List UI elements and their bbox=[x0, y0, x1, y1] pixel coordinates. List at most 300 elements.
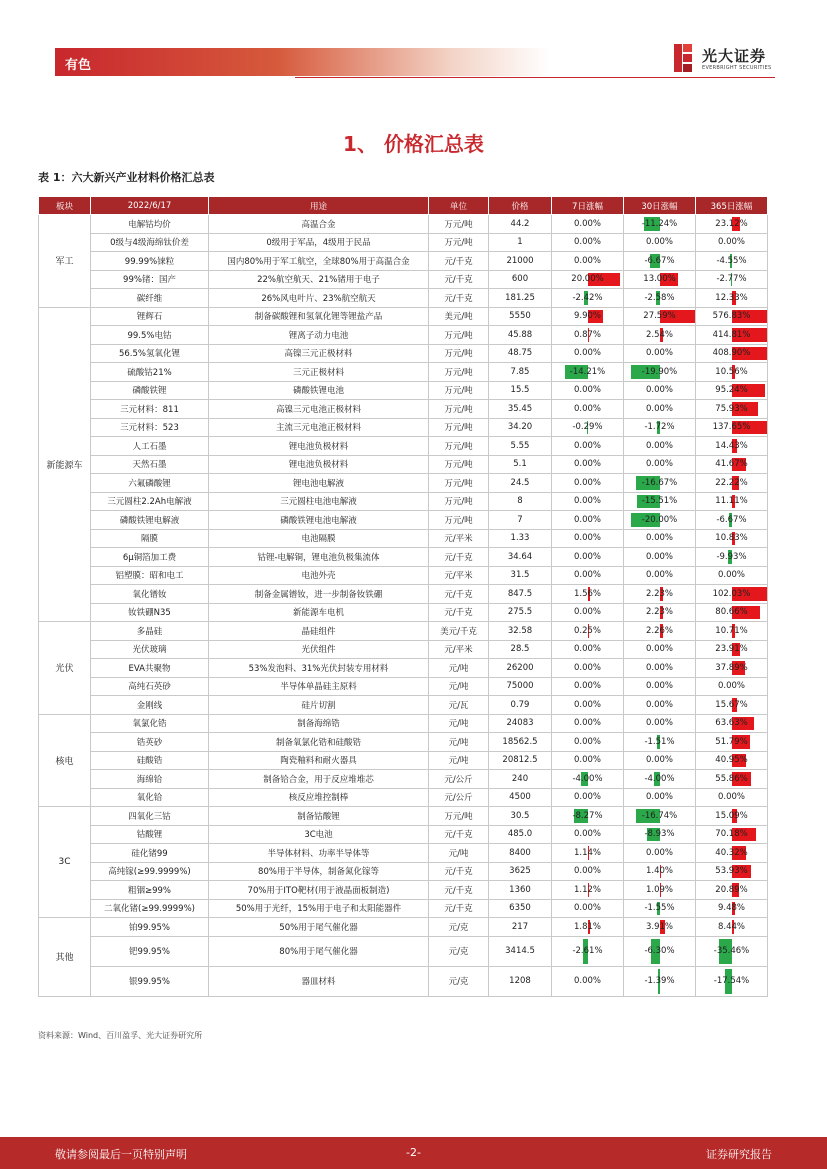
table-row bbox=[39, 936, 768, 966]
change-d30-cell bbox=[624, 770, 696, 789]
change-d365-cell bbox=[696, 566, 768, 585]
change-d30-value: 0.00% bbox=[645, 570, 673, 581]
change-d7-cell bbox=[552, 307, 624, 326]
material-use: 光伏组件 bbox=[209, 640, 429, 659]
change-d7-cell bbox=[552, 825, 624, 844]
table-row bbox=[39, 492, 768, 511]
price-unit: 元/吨 bbox=[429, 677, 489, 696]
change-d30-cell bbox=[624, 381, 696, 400]
change-d365-cell bbox=[696, 363, 768, 382]
change-d30-value: 2.23% bbox=[645, 588, 673, 599]
change-d30-value: 13.00% bbox=[643, 274, 676, 285]
logo-text-en: EVERBRIGHT SECURITIES bbox=[702, 65, 772, 71]
change-d7-cell bbox=[552, 677, 624, 696]
change-d30-value: 0.00% bbox=[645, 551, 673, 562]
material-name: 电解钴均价 bbox=[91, 215, 209, 234]
change-d7-value: 0.00% bbox=[573, 385, 601, 396]
change-d365-cell bbox=[696, 918, 768, 937]
change-d7-cell bbox=[552, 585, 624, 604]
change-d365-value: -9.93% bbox=[716, 551, 747, 562]
change-d365-cell bbox=[696, 344, 768, 363]
everbright-logo-icon bbox=[672, 43, 694, 73]
price-unit: 元/吨 bbox=[429, 714, 489, 733]
change-d7-cell bbox=[552, 770, 624, 789]
material-use: 22%航空航天、21%锗用于电子 bbox=[209, 270, 429, 289]
material-name: 二氧化锗(≥99.9999%) bbox=[91, 899, 209, 918]
table-row bbox=[39, 640, 768, 659]
change-d30-value: 0.00% bbox=[645, 459, 673, 470]
change-d365-value: 20.89% bbox=[715, 884, 748, 895]
change-d30-cell bbox=[624, 511, 696, 530]
price-value: 35.45 bbox=[489, 400, 552, 419]
material-use: 锂电池电解液 bbox=[209, 474, 429, 493]
price-value: 32.58 bbox=[489, 622, 552, 641]
logo-text-cn: 光大证券 bbox=[702, 47, 767, 65]
change-d365-value: -17.54% bbox=[713, 976, 750, 986]
change-d30-cell bbox=[624, 714, 696, 733]
change-d30-cell bbox=[624, 418, 696, 437]
change-d365-value: -35.46% bbox=[713, 946, 750, 956]
material-name: 铂99.95% bbox=[91, 918, 209, 937]
change-d365-value: -4.55% bbox=[716, 255, 747, 266]
material-name: 磷酸铁锂 bbox=[91, 381, 209, 400]
price-unit: 元/瓦 bbox=[429, 696, 489, 715]
material-use: 制备铪合金，用于反应堆堆芯 bbox=[209, 770, 429, 789]
change-d30-cell bbox=[624, 455, 696, 474]
material-use: 新能源车电机 bbox=[209, 603, 429, 622]
change-d30-value: 0.00% bbox=[645, 681, 673, 692]
table-row bbox=[39, 696, 768, 715]
change-d30-cell bbox=[624, 825, 696, 844]
change-d30-cell bbox=[624, 252, 696, 271]
table-row bbox=[39, 918, 768, 937]
material-name: 99.99%铼粒 bbox=[91, 252, 209, 271]
price-unit: 万元/吨 bbox=[429, 381, 489, 400]
change-d7-cell bbox=[552, 881, 624, 900]
material-name: 99.5%电钴 bbox=[91, 326, 209, 345]
change-d365-cell bbox=[696, 270, 768, 289]
change-d365-value: 0.00% bbox=[717, 237, 745, 248]
change-d30-cell bbox=[624, 566, 696, 585]
page-number: -2- bbox=[406, 1146, 421, 1159]
change-d30-value: 0.00% bbox=[645, 644, 673, 655]
col-header-date: 2022/6/17 bbox=[91, 197, 209, 215]
change-d365-cell bbox=[696, 437, 768, 456]
price-unit: 美元/千克 bbox=[429, 622, 489, 641]
price-value: 8 bbox=[489, 492, 552, 511]
material-name: 四氧化三钴 bbox=[91, 807, 209, 826]
change-d7-value: -2.61% bbox=[572, 946, 603, 956]
change-d30-cell bbox=[624, 400, 696, 419]
price-value: 48.75 bbox=[489, 344, 552, 363]
material-use: 主流三元电池正极材料 bbox=[209, 418, 429, 437]
change-d7-cell bbox=[552, 233, 624, 252]
table-row bbox=[39, 474, 768, 493]
col-header-price: 价格 bbox=[489, 197, 552, 215]
price-unit: 元/吨 bbox=[429, 659, 489, 678]
material-name: EVA共聚物 bbox=[91, 659, 209, 678]
price-value: 6350 bbox=[489, 899, 552, 918]
change-d7-value: 0.00% bbox=[573, 237, 601, 248]
change-d7-cell bbox=[552, 474, 624, 493]
price-value: 7.85 bbox=[489, 363, 552, 382]
change-d30-value: 2.26% bbox=[645, 625, 673, 636]
change-d30-value: -6.67% bbox=[644, 255, 675, 266]
material-use: 53%发泡料、31%光伏封装专用材料 bbox=[209, 659, 429, 678]
change-d7-value: 0.00% bbox=[573, 459, 601, 470]
change-d30-value: -16.67% bbox=[641, 477, 678, 488]
table-row bbox=[39, 344, 768, 363]
change-d365-value: 37.89% bbox=[715, 662, 748, 673]
material-name: 99%锗：国产 bbox=[91, 270, 209, 289]
change-d30-cell bbox=[624, 270, 696, 289]
price-value: 34.20 bbox=[489, 418, 552, 437]
material-name: 钴酸锂 bbox=[91, 825, 209, 844]
material-use: 三元正极材料 bbox=[209, 363, 429, 382]
change-d7-value: 0.00% bbox=[573, 736, 601, 747]
change-d30-cell bbox=[624, 474, 696, 493]
change-d7-cell bbox=[552, 344, 624, 363]
change-d7-value: 0.00% bbox=[573, 699, 601, 710]
change-d7-cell bbox=[552, 751, 624, 770]
change-d7-value: -2.42% bbox=[572, 292, 603, 303]
change-d30-cell bbox=[624, 640, 696, 659]
change-d365-value: 41.67% bbox=[715, 459, 748, 470]
change-d365-value: 10.71% bbox=[715, 625, 748, 636]
price-unit: 元/吨 bbox=[429, 751, 489, 770]
change-d7-cell bbox=[552, 714, 624, 733]
material-use: 70%用于ITO靶材(用于液晶面板制造) bbox=[209, 881, 429, 900]
price-value: 181.25 bbox=[489, 289, 552, 308]
material-use: 高镍三元正极材料 bbox=[209, 344, 429, 363]
section-title: 1、 价格汇总表 bbox=[343, 132, 484, 156]
price-unit: 元/吨 bbox=[429, 844, 489, 863]
change-d7-value: 0.00% bbox=[573, 440, 601, 451]
change-d30-cell bbox=[624, 344, 696, 363]
price-value: 3414.5 bbox=[489, 936, 552, 966]
price-unit: 万元/吨 bbox=[429, 492, 489, 511]
change-d7-cell bbox=[552, 966, 624, 996]
material-name: 隔膜 bbox=[91, 529, 209, 548]
change-d365-cell bbox=[696, 825, 768, 844]
change-d30-cell bbox=[624, 659, 696, 678]
material-use: 晶硅组件 bbox=[209, 622, 429, 641]
change-d30-value: -8.93% bbox=[644, 829, 675, 840]
material-name: 人工石墨 bbox=[91, 437, 209, 456]
change-d30-cell bbox=[624, 788, 696, 807]
change-d30-value: -1.72% bbox=[644, 422, 675, 433]
change-d7-cell bbox=[552, 437, 624, 456]
change-d7-value: 1.14% bbox=[573, 847, 601, 858]
change-d30-value: -19.90% bbox=[641, 366, 678, 377]
change-d30-value: 0.00% bbox=[645, 755, 673, 766]
change-d30-cell bbox=[624, 899, 696, 918]
change-d30-value: 0.00% bbox=[645, 662, 673, 673]
material-name: 钕铁硼N35 bbox=[91, 603, 209, 622]
change-d365-value: -6.67% bbox=[716, 514, 747, 525]
material-use: 0级用于军品，4级用于民品 bbox=[209, 233, 429, 252]
price-value: 24083 bbox=[489, 714, 552, 733]
material-use: 半导体材料、功率半导体等 bbox=[209, 844, 429, 863]
change-d365-cell bbox=[696, 899, 768, 918]
change-d365-value: 15.09% bbox=[715, 810, 748, 821]
table-row bbox=[39, 418, 768, 437]
change-d7-value: 0.00% bbox=[573, 644, 601, 655]
footer-disclaimer: 敬请参阅最后一页特别声明 bbox=[55, 1148, 187, 1161]
change-d7-value: 1.56% bbox=[573, 588, 601, 599]
change-d365-value: 51.79% bbox=[715, 736, 748, 747]
change-d30-cell bbox=[624, 307, 696, 326]
change-d365-cell bbox=[696, 751, 768, 770]
table-row bbox=[39, 966, 768, 996]
material-use: 制备钴酸锂 bbox=[209, 807, 429, 826]
table-row bbox=[39, 326, 768, 345]
table-row bbox=[39, 511, 768, 530]
material-use: 50%用于尾气催化器 bbox=[209, 918, 429, 937]
table-row bbox=[39, 825, 768, 844]
change-d365-value: 15.67% bbox=[715, 699, 748, 710]
material-use: 制备金属镨钕，进一步制备钕铁硼 bbox=[209, 585, 429, 604]
material-use: 锂离子动力电池 bbox=[209, 326, 429, 345]
change-d365-cell bbox=[696, 400, 768, 419]
change-d7-cell bbox=[552, 492, 624, 511]
change-d7-cell bbox=[552, 918, 624, 937]
change-d365-cell bbox=[696, 289, 768, 308]
material-use: 80%用于尾气催化器 bbox=[209, 936, 429, 966]
change-d30-value: -4.00% bbox=[644, 773, 675, 784]
change-d7-cell bbox=[552, 622, 624, 641]
material-name: 氧氯化锆 bbox=[91, 714, 209, 733]
change-d7-cell bbox=[552, 844, 624, 863]
material-use: 半导体单晶硅主原料 bbox=[209, 677, 429, 696]
price-value: 18562.5 bbox=[489, 733, 552, 752]
material-use: 制备氧氯化锆和硅酸锆 bbox=[209, 733, 429, 752]
change-d30-value: 0.00% bbox=[645, 403, 673, 414]
change-d365-cell bbox=[696, 622, 768, 641]
footer-report-type: 证券研究报告 bbox=[706, 1148, 772, 1161]
change-d7-value: 9.90% bbox=[573, 311, 601, 322]
change-d30-cell bbox=[624, 677, 696, 696]
change-d365-cell bbox=[696, 659, 768, 678]
change-d7-value: 0.00% bbox=[573, 829, 601, 840]
change-d365-value: 8.44% bbox=[717, 921, 745, 932]
change-d365-cell bbox=[696, 844, 768, 863]
change-d30-cell bbox=[624, 807, 696, 826]
table-row bbox=[39, 215, 768, 234]
price-value: 21000 bbox=[489, 252, 552, 271]
material-use: 锂电池负极材料 bbox=[209, 455, 429, 474]
material-use: 国内80%用于军工航空，全球80%用于高温合金 bbox=[209, 252, 429, 271]
price-value: 28.5 bbox=[489, 640, 552, 659]
change-d30-cell bbox=[624, 492, 696, 511]
change-d7-value: 0.00% bbox=[573, 348, 601, 359]
price-unit: 万元/吨 bbox=[429, 807, 489, 826]
change-d30-value: 0.00% bbox=[645, 718, 673, 729]
material-name: 氧化铪 bbox=[91, 788, 209, 807]
material-use: 电池隔膜 bbox=[209, 529, 429, 548]
change-d365-value: 40.95% bbox=[715, 755, 748, 766]
change-d7-value: 0.00% bbox=[573, 496, 601, 507]
price-unit: 万元/吨 bbox=[429, 363, 489, 382]
change-d30-value: 0.00% bbox=[645, 699, 673, 710]
price-unit: 元/千克 bbox=[429, 548, 489, 567]
material-use: 钴锂-电解铜，锂电池负极集流体 bbox=[209, 548, 429, 567]
price-unit: 万元/吨 bbox=[429, 511, 489, 530]
price-summary-table bbox=[38, 196, 768, 997]
col-header-365d: 365日涨幅 bbox=[696, 197, 768, 215]
material-use: 3C电池 bbox=[209, 825, 429, 844]
price-value: 1.33 bbox=[489, 529, 552, 548]
price-unit: 元/千克 bbox=[429, 252, 489, 271]
change-d365-cell bbox=[696, 603, 768, 622]
change-d7-value: 0.00% bbox=[573, 681, 601, 692]
change-d365-value: 9.48% bbox=[717, 903, 745, 914]
change-d365-value: 11.11% bbox=[715, 496, 748, 507]
change-d30-cell bbox=[624, 585, 696, 604]
price-unit: 万元/吨 bbox=[429, 400, 489, 419]
change-d7-value: 0.00% bbox=[573, 551, 601, 562]
col-header-sector: 板块 bbox=[39, 197, 91, 215]
price-value: 240 bbox=[489, 770, 552, 789]
change-d7-value: 20.00% bbox=[571, 274, 604, 285]
sector-name: 光伏 bbox=[39, 622, 91, 715]
change-d7-cell bbox=[552, 548, 624, 567]
price-value: 485.0 bbox=[489, 825, 552, 844]
table-row bbox=[39, 307, 768, 326]
change-d365-cell bbox=[696, 233, 768, 252]
price-unit: 元/千克 bbox=[429, 270, 489, 289]
change-d365-value: 10.56% bbox=[715, 366, 748, 377]
change-d365-value: 0.00% bbox=[717, 792, 745, 803]
change-d365-value: 40.32% bbox=[715, 847, 748, 858]
price-unit: 元/克 bbox=[429, 966, 489, 996]
table-row bbox=[39, 603, 768, 622]
material-name: 粗铟≥99% bbox=[91, 881, 209, 900]
price-value: 275.5 bbox=[489, 603, 552, 622]
change-d30-value: -16.74% bbox=[641, 810, 678, 821]
table-header-row bbox=[39, 197, 768, 215]
change-d30-cell bbox=[624, 918, 696, 937]
change-d7-cell bbox=[552, 289, 624, 308]
table-row bbox=[39, 622, 768, 641]
change-d365-value: 0.00% bbox=[717, 570, 745, 581]
price-unit: 元/克 bbox=[429, 936, 489, 966]
price-value: 0.79 bbox=[489, 696, 552, 715]
change-d30-cell bbox=[624, 437, 696, 456]
change-d7-cell bbox=[552, 252, 624, 271]
change-d7-cell bbox=[552, 381, 624, 400]
change-d365-cell bbox=[696, 215, 768, 234]
price-value: 1208 bbox=[489, 966, 552, 996]
change-d365-value: 0.00% bbox=[717, 681, 745, 692]
price-value: 8400 bbox=[489, 844, 552, 863]
table-row bbox=[39, 289, 768, 308]
change-d7-value: -8.27% bbox=[572, 810, 603, 821]
table-row bbox=[39, 566, 768, 585]
table-row bbox=[39, 659, 768, 678]
change-d30-cell bbox=[624, 862, 696, 881]
price-unit: 元/吨 bbox=[429, 733, 489, 752]
material-use: 26%风电叶片、23%航空航天 bbox=[209, 289, 429, 308]
change-d365-cell bbox=[696, 455, 768, 474]
table-row bbox=[39, 788, 768, 807]
material-use: 核反应堆控制棒 bbox=[209, 788, 429, 807]
sector-name: 核电 bbox=[39, 714, 91, 807]
price-unit: 元/公斤 bbox=[429, 770, 489, 789]
table-row bbox=[39, 548, 768, 567]
sector-name: 军工 bbox=[39, 215, 91, 308]
change-d30-value: 1.09% bbox=[645, 884, 673, 895]
material-name: 硅酸锆 bbox=[91, 751, 209, 770]
price-value: 1360 bbox=[489, 881, 552, 900]
change-d7-cell bbox=[552, 640, 624, 659]
change-d7-value: 1.81% bbox=[573, 921, 601, 932]
change-d365-value: 95.24% bbox=[715, 385, 748, 396]
change-d30-value: 0.00% bbox=[645, 847, 673, 858]
change-d365-value: 414.81% bbox=[712, 329, 751, 340]
change-d30-cell bbox=[624, 289, 696, 308]
change-d365-cell bbox=[696, 862, 768, 881]
material-name: 海绵铪 bbox=[91, 770, 209, 789]
table-row bbox=[39, 437, 768, 456]
price-unit: 元/千克 bbox=[429, 862, 489, 881]
table-row bbox=[39, 881, 768, 900]
price-unit: 万元/吨 bbox=[429, 437, 489, 456]
sector-name: 其他 bbox=[39, 918, 91, 997]
change-d30-value: -1.39% bbox=[644, 976, 675, 986]
change-d30-cell bbox=[624, 326, 696, 345]
change-d30-cell bbox=[624, 844, 696, 863]
material-use: 制备碳酸锂和氢氧化锂等锂盐产品 bbox=[209, 307, 429, 326]
change-d30-value: 2.54% bbox=[645, 329, 673, 340]
material-use: 器皿材料 bbox=[209, 966, 429, 996]
section-tag-bar bbox=[55, 48, 550, 76]
price-value: 7 bbox=[489, 511, 552, 530]
change-d30-value: -1.55% bbox=[644, 903, 675, 914]
change-d30-value: 2.23% bbox=[645, 607, 673, 618]
price-unit: 万元/吨 bbox=[429, 233, 489, 252]
material-name: 多晶硅 bbox=[91, 622, 209, 641]
table-row bbox=[39, 233, 768, 252]
change-d30-cell bbox=[624, 603, 696, 622]
change-d365-value: 408.90% bbox=[712, 348, 751, 359]
change-d7-cell bbox=[552, 270, 624, 289]
change-d7-value: 0.25% bbox=[573, 625, 601, 636]
change-d7-cell bbox=[552, 788, 624, 807]
change-d7-cell bbox=[552, 696, 624, 715]
price-unit: 元/千克 bbox=[429, 585, 489, 604]
table-row bbox=[39, 899, 768, 918]
change-d7-value: 0.00% bbox=[573, 403, 601, 414]
material-name: 光伏玻璃 bbox=[91, 640, 209, 659]
price-unit: 元/千克 bbox=[429, 899, 489, 918]
change-d7-cell bbox=[552, 807, 624, 826]
price-value: 34.64 bbox=[489, 548, 552, 567]
price-value: 20812.5 bbox=[489, 751, 552, 770]
change-d30-value: 0.00% bbox=[645, 533, 673, 544]
change-d7-value: 0.00% bbox=[573, 755, 601, 766]
change-d365-cell bbox=[696, 640, 768, 659]
table-row bbox=[39, 381, 768, 400]
change-d7-cell bbox=[552, 862, 624, 881]
change-d365-cell bbox=[696, 770, 768, 789]
price-value: 15.5 bbox=[489, 381, 552, 400]
change-d7-cell bbox=[552, 659, 624, 678]
change-d7-value: -4.00% bbox=[572, 773, 603, 784]
change-d365-cell bbox=[696, 326, 768, 345]
brand-logo bbox=[672, 43, 782, 75]
change-d365-cell bbox=[696, 585, 768, 604]
